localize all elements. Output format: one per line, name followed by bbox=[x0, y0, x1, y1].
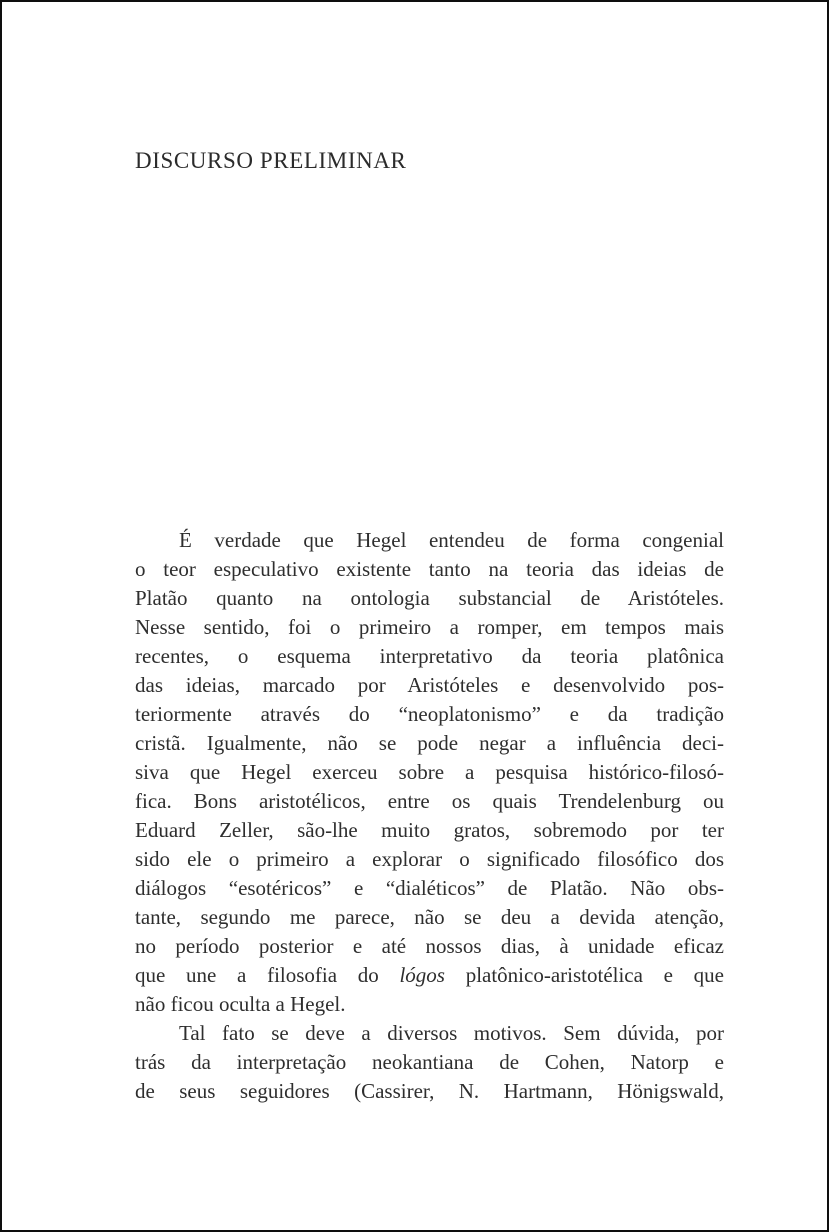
text-line bbox=[135, 845, 724, 874]
text-block bbox=[135, 526, 724, 1106]
text-segment: o teor especulativo existente tanto na teoria das ideias de bbox=[135, 557, 724, 581]
text-line bbox=[135, 555, 724, 584]
text-line bbox=[135, 874, 724, 903]
text-segment: teriormente através do “neoplatonismo” e da tradição bbox=[135, 702, 724, 726]
text-line bbox=[135, 1077, 724, 1106]
text-line bbox=[135, 787, 724, 816]
text-line bbox=[135, 903, 724, 932]
text-line bbox=[135, 758, 724, 787]
page-title: DISCURSO PRELIMINAR bbox=[135, 148, 407, 173]
text-line bbox=[135, 671, 724, 700]
text-line bbox=[135, 816, 724, 845]
text-segment: Eduard Zeller, são-lhe muito gratos, sobremodo por ter bbox=[135, 818, 724, 842]
text-line bbox=[135, 961, 724, 990]
text-line bbox=[135, 700, 724, 729]
text-segment: Platão quanto na ontologia substancial de Aristóteles. bbox=[135, 586, 724, 610]
text-segment: É verdade que Hegel entendeu de forma congenial bbox=[179, 528, 724, 552]
text-segment: recentes, o esquema interpretativo da teoria platônica bbox=[135, 644, 724, 668]
text-segment: Tal fato se deve a diversos motivos. Sem dúvida, por bbox=[179, 1021, 724, 1045]
text-segment: tante, segundo me parece, não se deu a devida atenção, bbox=[135, 905, 724, 929]
paragraph bbox=[135, 1019, 724, 1106]
text-segment: cristã. Igualmente, não se pode negar a influência deci- bbox=[135, 731, 724, 755]
text-segment: siva que Hegel exerceu sobre a pesquisa histórico-filosó- bbox=[135, 760, 724, 784]
text-line bbox=[135, 1048, 724, 1077]
text-segment: platônico-aristotélica e que bbox=[444, 963, 724, 987]
text-line bbox=[135, 990, 724, 1019]
text-segment: que une a filosofia do bbox=[135, 963, 400, 987]
text-segment: sido ele o primeiro a explorar o significado filosófico dos bbox=[135, 847, 724, 871]
text-line bbox=[135, 729, 724, 758]
text-segment: trás da interpretação neokantiana de Cohen, Natorp e bbox=[135, 1050, 724, 1074]
text-line bbox=[135, 584, 724, 613]
text-line bbox=[135, 1019, 724, 1048]
text-segment: fica. Bons aristotélicos, entre os quais Trendelenburg ou bbox=[135, 789, 724, 813]
text-segment: de seus seguidores (Cassirer, N. Hartmann, Hönigswald, bbox=[135, 1079, 724, 1103]
text-segment: das ideias, marcado por Aristóteles e desenvolvido pos- bbox=[135, 673, 724, 697]
text-line bbox=[135, 613, 724, 642]
paragraph bbox=[135, 526, 724, 1019]
text-segment: não ficou oculta a Hegel. bbox=[135, 992, 346, 1016]
text-segment: diálogos “esotéricos” e “dialéticos” de Platão. Não obs- bbox=[135, 876, 724, 900]
text-segment: no período posterior e até nossos dias, à unidade eficaz bbox=[135, 934, 724, 958]
text-line bbox=[135, 642, 724, 671]
text-segment: Nesse sentido, foi o primeiro a romper, em tempos mais bbox=[135, 615, 724, 639]
text-line bbox=[135, 526, 724, 555]
text-line bbox=[135, 932, 724, 961]
italic-word: lógos bbox=[399, 963, 445, 987]
